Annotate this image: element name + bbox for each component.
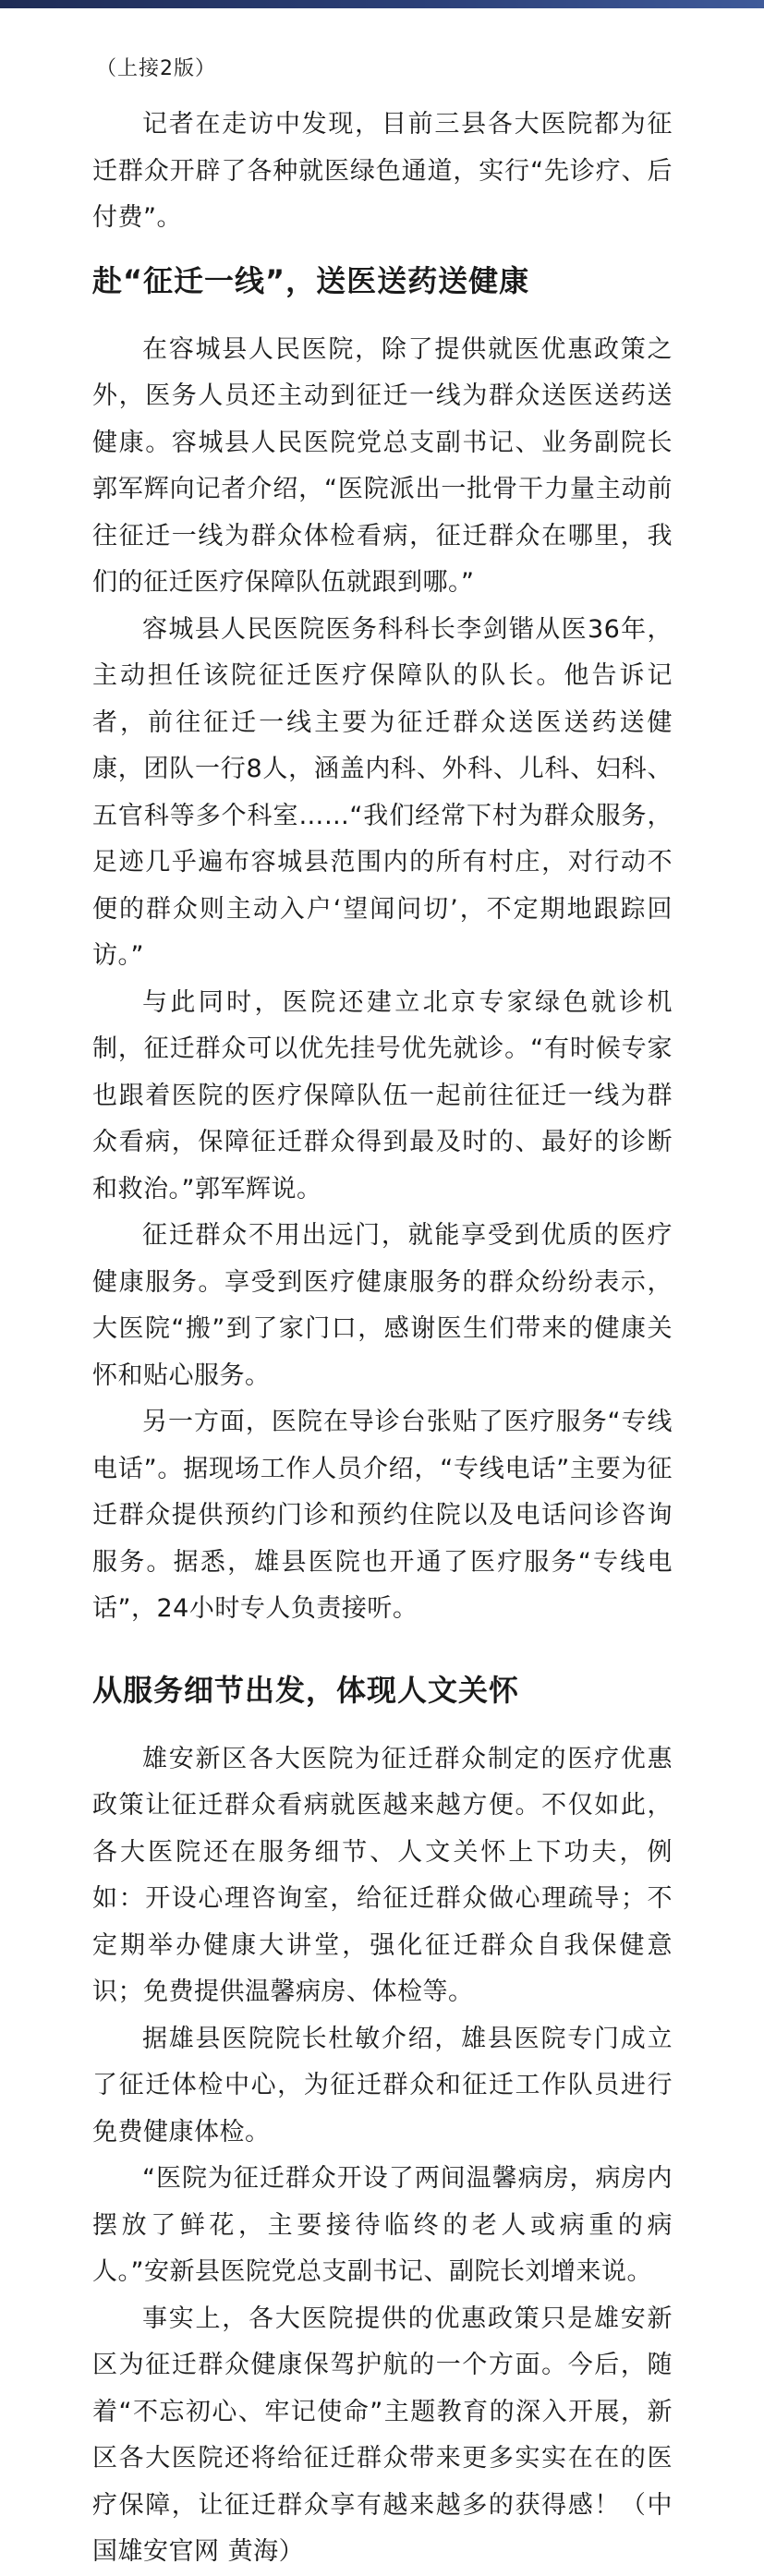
- article-body: [92, 54, 673, 2576]
- section-2-paragraph: 雄安新区各大医院为征迁群众制定的医疗优惠政策让征迁群众看病就医越来越方便。不仅如此，各大医院还在服务细节、人文关怀上下功夫，例如：开设心理咨询室，给征迁群众做心理疏导；不定期举办健康大讲堂，强化征迁群众自我保健意识；免费提供温馨病房、体检等。: [92, 1744, 673, 2006]
- section-2-paragraph: 事实上，各大医院提供的优惠政策只是雄安新区为征迁群众健康保驾护航的一个方面。今后，随着“不忘初心、牢记使命”主题教育的深入开展，新区各大医院还将给征迁群众带来更多实实在在的医疗保障，让征迁群众享有越来越多的获得感！（中国雄安官网 黄海）: [92, 2304, 673, 2566]
- section-2-paragraph: “医院为征迁群众开设了两间温馨病房，病房内摆放了鲜花，主要接待临终的老人或病重的病人。”安新县医院党总支副书记、副院长刘增来说。: [92, 2164, 673, 2286]
- continued-note: （上接2版）: [96, 57, 216, 80]
- section-heading-2: 从服务细节出发，体现人文关怀: [92, 1672, 520, 1708]
- section-1-paragraph: 征迁群众不用出远门，就能享受到优质的医疗健康服务。享受到医疗健康服务的群众纷纷表示，大医院“搬”到了家门口，感谢医生们带来的健康关怀和贴心服务。: [92, 1221, 673, 1390]
- section-2-paragraph: 据雄县医院院长杜敏介绍，雄县医院专门成立了征迁体检中心，为征迁群众和征迁工作队员进行免费健康体检。: [92, 2024, 673, 2147]
- section-1-body: [92, 327, 673, 1633]
- intro-paragraph: 记者在走访中发现，目前三县各大医院都为征迁群众开辟了各种就医绿色通道，实行“先诊疗、后付费”。: [92, 110, 673, 232]
- top-color-bar: [0, 0, 764, 8]
- section-1-paragraph: 在容城县人民医院，除了提供就医优惠政策之外，医务人员还主动到征迁一线为群众送医送药送健康。容城县人民医院党总支副书记、业务副院长郭军辉向记者介绍，“医院派出一批骨干力量主动前往征迁一线为群众体检看病，征迁群众在哪里，我们的征迁医疗保障队伍就跟到哪。”: [92, 334, 673, 597]
- section-1-paragraph: 容城县人民医院医务科科长李剑锴从医36年，主动担任该院征迁医疗保障队的队长。他告诉记者，前往征迁一线主要为征迁群众送医送药送健康，团队一行8人，涵盖内科、外科、儿科、妇科、五官科等多个科室……“我们经常下村为群众服务，足迹几乎遍布容城县范围内的所有村庄，对行动不便的群众则主动入户‘望闻问切’，不定期地跟踪回访。”: [92, 614, 673, 970]
- section-1-paragraph: 与此同时，医院还建立北京专家绿色就诊机制，征迁群众可以优先挂号优先就诊。“有时候专家也跟着医院的医疗保障队伍一起前往征迁一线为群众看病，保障征迁群众得到最及时的、最好的诊断和救治。”郭军辉说。: [92, 987, 673, 1203]
- section-1-paragraph: 另一方面，医院在导诊台张贴了医疗服务“专线电话”。据现场工作人员介绍，“专线电话”主要为征迁群众提供预约门诊和预约住院以及电话问诊咨询服务。据悉，雄县医院也开通了医疗服务“专线电话”，24小时专人负责接听。: [92, 1408, 673, 1623]
- section-heading-1: 赴“征迁一线”，送医送药送健康: [92, 262, 530, 298]
- section-2-body: [92, 1736, 673, 2576]
